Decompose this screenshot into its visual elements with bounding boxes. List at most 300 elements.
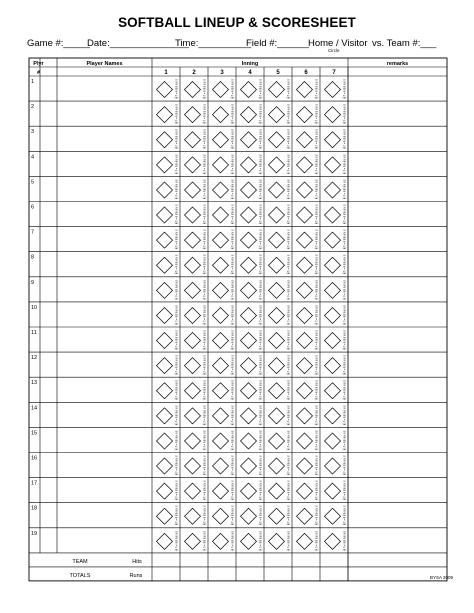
base-diamond[interactable] (157, 433, 173, 449)
play-code-label: SAC (258, 223, 263, 225)
play-code-label: 2B (343, 332, 346, 335)
base-diamond[interactable] (325, 282, 341, 298)
play-code-label: 1B (231, 380, 234, 383)
base-diamond[interactable] (213, 533, 229, 549)
play-code-label: HR (175, 462, 178, 465)
base-diamond[interactable] (269, 82, 285, 98)
play-code-label: FC (287, 547, 290, 550)
base-diamond[interactable] (269, 333, 285, 349)
base-diamond[interactable] (297, 433, 313, 449)
play-code-label: SAC (342, 223, 347, 225)
base-diamond[interactable] (241, 257, 257, 273)
base-diamond[interactable] (325, 157, 341, 173)
totals-label: TOTALS (69, 572, 91, 579)
home-visitor-label[interactable]: Home / Visitor (308, 38, 368, 49)
base-diamond[interactable] (213, 157, 229, 173)
play-code-label: 2B (259, 207, 262, 210)
play-code-label: FC (287, 371, 290, 374)
play-code-label: 1B (231, 405, 234, 408)
base-diamond[interactable] (213, 107, 229, 123)
base-diamond[interactable] (297, 533, 313, 549)
play-code-label: BB (343, 515, 346, 518)
play-code-label: 1B (259, 330, 262, 333)
base-diamond[interactable] (269, 307, 285, 323)
play-code-label: FC (203, 396, 206, 399)
play-code-label: E (287, 519, 290, 522)
play-code-label: HR (287, 538, 290, 541)
play-code-label: 2B (231, 433, 234, 436)
play-code-label: 1B (315, 179, 318, 182)
base-diamond[interactable] (213, 433, 229, 449)
play-code-label: 2B (343, 106, 346, 109)
base-diamond[interactable] (213, 257, 229, 273)
vs-team-field[interactable]: vs. Team #:___ (372, 38, 437, 49)
play-code-label: 2B (231, 106, 234, 109)
base-diamond[interactable] (213, 358, 229, 374)
play-code-label: 3B (203, 134, 206, 137)
time-field[interactable]: Time:__________ (175, 38, 252, 49)
play-code-label: BB (287, 490, 290, 493)
play-code-label: E (315, 369, 318, 372)
base-diamond[interactable] (269, 257, 285, 273)
play-code-label: 1B (343, 230, 346, 233)
play-code-label: 2B (315, 357, 318, 360)
base-diamond[interactable] (157, 232, 173, 248)
base-diamond[interactable] (297, 257, 313, 273)
play-code-label: HR (259, 86, 262, 89)
play-code-label: SAC (258, 423, 263, 426)
base-diamond[interactable] (325, 383, 341, 399)
play-code-label: HP (259, 291, 262, 294)
play-code-label: FC (315, 170, 318, 173)
base-diamond[interactable] (325, 533, 341, 549)
base-diamond[interactable] (157, 257, 173, 273)
play-code-label: E (259, 544, 262, 547)
base-diamond[interactable] (241, 82, 257, 98)
base-diamond[interactable] (325, 107, 341, 123)
base-diamond[interactable] (325, 132, 341, 148)
base-diamond[interactable] (213, 307, 229, 323)
base-diamond[interactable] (241, 408, 257, 424)
base-diamond[interactable] (185, 157, 201, 173)
play-code-label: 2B (343, 157, 346, 160)
base-diamond[interactable] (269, 182, 285, 198)
base-diamond[interactable] (325, 307, 341, 323)
play-code-label: HR (315, 312, 318, 315)
base-diamond[interactable] (297, 458, 313, 474)
play-code-label: SAC (202, 474, 207, 476)
play-code-label: 2B (231, 408, 234, 411)
play-code-label: HP (343, 115, 346, 118)
base-diamond[interactable] (297, 307, 313, 323)
play-code-label: FC (231, 95, 234, 98)
base-diamond[interactable] (157, 157, 173, 173)
play-code-label: 3B (259, 134, 262, 137)
play-code-label: HR (259, 236, 262, 239)
base-diamond[interactable] (297, 383, 313, 399)
play-code-label: E (203, 469, 206, 472)
base-diamond[interactable] (157, 508, 173, 524)
base-diamond[interactable] (325, 82, 341, 98)
play-code-label: E (287, 118, 290, 121)
play-code-label: BB (175, 364, 178, 367)
base-diamond[interactable] (269, 508, 285, 524)
base-diamond[interactable] (213, 483, 229, 499)
play-code-label: SAC (174, 197, 179, 200)
play-code-label: FC (315, 145, 318, 148)
play-code-label: E (343, 369, 346, 372)
play-code-label: SAC (230, 147, 235, 150)
base-diamond[interactable] (157, 182, 173, 198)
base-diamond[interactable] (325, 408, 341, 424)
play-code-label: 3B (259, 385, 262, 388)
play-code-label: HR (343, 512, 346, 515)
base-diamond[interactable] (157, 132, 173, 148)
play-code-label: FC (203, 220, 206, 223)
base-diamond[interactable] (269, 383, 285, 399)
base-diamond[interactable] (185, 483, 201, 499)
base-diamond[interactable] (185, 207, 201, 223)
base-diamond[interactable] (325, 232, 341, 248)
base-diamond[interactable] (297, 408, 313, 424)
play-code-label: 3B (259, 259, 262, 262)
base-diamond[interactable] (269, 458, 285, 474)
play-code-label: SAC (314, 373, 319, 376)
play-code-label: E (259, 419, 262, 422)
base-diamond[interactable] (157, 383, 173, 399)
base-diamond[interactable] (157, 358, 173, 374)
base-diamond[interactable] (185, 533, 201, 549)
play-code-label: HP (231, 492, 234, 495)
field-number-field[interactable]: Field #:______ (246, 38, 309, 49)
base-diamond[interactable] (185, 358, 201, 374)
play-code-label: HP (231, 517, 234, 520)
play-code-label: SAC (286, 97, 291, 100)
play-code-label: 1B (231, 255, 234, 258)
row-number-9: 9 (31, 279, 35, 286)
base-diamond[interactable] (297, 508, 313, 524)
play-code-label: FC (231, 195, 234, 198)
base-diamond[interactable] (241, 458, 257, 474)
play-code-label: HP (203, 291, 206, 294)
base-diamond[interactable] (241, 132, 257, 148)
play-code-label: FC (231, 346, 234, 349)
play-code-label: SAC (314, 348, 319, 351)
base-diamond[interactable] (213, 82, 229, 98)
base-diamond[interactable] (297, 182, 313, 198)
base-diamond[interactable] (157, 107, 173, 123)
play-code-label: E (259, 218, 262, 221)
base-diamond[interactable] (185, 282, 201, 298)
play-code-label: 3B (343, 485, 346, 488)
base-diamond[interactable] (157, 82, 173, 98)
base-diamond[interactable] (269, 132, 285, 148)
play-code-label: HR (175, 437, 178, 440)
play-code-label: HP (287, 442, 290, 445)
play-code-label: 3B (343, 234, 346, 237)
play-code-label: BB (315, 439, 318, 442)
play-code-label: HR (343, 86, 346, 89)
play-code-label: E (315, 494, 318, 497)
play-code-label: HR (343, 462, 346, 465)
play-code-label: 3B (259, 209, 262, 212)
base-diamond[interactable] (241, 383, 257, 399)
base-diamond[interactable] (297, 483, 313, 499)
play-code-label: FC (287, 396, 290, 399)
play-code-label: BB (315, 163, 318, 166)
base-diamond[interactable] (269, 533, 285, 549)
base-diamond[interactable] (241, 282, 257, 298)
base-diamond[interactable] (269, 282, 285, 298)
base-diamond[interactable] (269, 107, 285, 123)
base-diamond[interactable] (185, 408, 201, 424)
base-diamond[interactable] (297, 282, 313, 298)
base-diamond[interactable] (213, 132, 229, 148)
base-diamond[interactable] (297, 132, 313, 148)
base-diamond[interactable] (213, 408, 229, 424)
base-diamond[interactable] (157, 307, 173, 323)
base-diamond[interactable] (297, 82, 313, 98)
base-diamond[interactable] (325, 458, 341, 474)
play-code-label: 2B (231, 458, 234, 461)
play-code-label: BB (259, 339, 262, 342)
play-code-label: E (231, 218, 234, 221)
base-diamond[interactable] (157, 533, 173, 549)
play-code-label: SAC (314, 474, 319, 476)
play-code-label: HP (259, 391, 262, 394)
base-diamond[interactable] (213, 333, 229, 349)
play-code-label: BB (203, 414, 206, 417)
base-diamond[interactable] (269, 232, 285, 248)
play-code-label: SAC (314, 248, 319, 251)
base-diamond[interactable] (241, 483, 257, 499)
base-diamond[interactable] (185, 232, 201, 248)
play-code-label: SAC (202, 197, 207, 200)
play-code-label: 2B (175, 357, 178, 360)
play-code-label: FC (287, 195, 290, 198)
base-diamond[interactable] (185, 433, 201, 449)
play-code-label: FC (259, 296, 262, 299)
play-code-label: 2B (203, 508, 206, 511)
base-diamond[interactable] (185, 182, 201, 198)
play-code-label: E (315, 394, 318, 397)
play-code-label: 2B (175, 332, 178, 335)
remarks-header: remarks (386, 61, 409, 67)
base-diamond[interactable] (241, 232, 257, 248)
base-diamond[interactable] (157, 282, 173, 298)
play-code-label: SAC (202, 172, 207, 175)
play-code-label: E (203, 93, 206, 95)
base-diamond[interactable] (269, 408, 285, 424)
base-diamond[interactable] (241, 307, 257, 323)
base-diamond[interactable] (325, 333, 341, 349)
base-diamond[interactable] (297, 107, 313, 123)
play-code-label: BB (203, 113, 206, 116)
base-diamond[interactable] (241, 508, 257, 524)
base-diamond[interactable] (241, 433, 257, 449)
base-diamond[interactable] (185, 333, 201, 349)
base-diamond[interactable] (297, 157, 313, 173)
base-diamond[interactable] (325, 508, 341, 524)
play-code-label: HP (287, 542, 290, 545)
play-code-label: E (343, 519, 346, 522)
play-code-label: 3B (203, 159, 206, 162)
play-code-label: FC (259, 446, 262, 449)
inning-number-5: 5 (276, 70, 280, 76)
base-diamond[interactable] (297, 333, 313, 349)
play-code-label: HR (203, 111, 206, 114)
base-diamond[interactable] (241, 182, 257, 198)
base-diamond[interactable] (297, 358, 313, 374)
play-code-label: 2B (203, 207, 206, 210)
play-code-label: 3B (343, 184, 346, 187)
base-diamond[interactable] (325, 358, 341, 374)
base-diamond[interactable] (157, 333, 173, 349)
base-diamond[interactable] (213, 508, 229, 524)
play-code-label: HR (343, 538, 346, 541)
base-diamond[interactable] (213, 383, 229, 399)
play-code-label: 3B (175, 485, 178, 488)
play-code-label: E (287, 193, 290, 196)
play-code-label: SAC (258, 147, 263, 150)
play-code-label: HP (343, 316, 346, 319)
play-code-label: SAC (342, 197, 347, 200)
play-code-label: HR (343, 211, 346, 214)
base-diamond[interactable] (269, 483, 285, 499)
play-code-label: 2B (231, 382, 234, 385)
base-diamond[interactable] (185, 383, 201, 399)
play-code-label: 3B (231, 134, 234, 137)
play-code-label: SAC (258, 474, 263, 476)
play-code-label: 3B (343, 460, 346, 463)
play-code-label: 1B (175, 230, 178, 233)
play-code-label: 2B (259, 257, 262, 260)
play-code-label: BB (175, 339, 178, 342)
play-code-label: 1B (175, 481, 178, 484)
base-diamond[interactable] (325, 182, 341, 198)
base-diamond[interactable] (157, 207, 173, 223)
base-diamond[interactable] (269, 207, 285, 223)
base-diamond[interactable] (325, 207, 341, 223)
play-code-label: BB (315, 239, 318, 242)
play-code-label: 2B (175, 458, 178, 461)
play-code-label: SAC (258, 323, 263, 326)
play-code-label: FC (343, 446, 346, 449)
play-code-label: E (287, 318, 290, 321)
play-code-label: 1B (203, 104, 206, 107)
play-code-label: 3B (343, 109, 346, 112)
play-code-label: HP (203, 266, 206, 269)
play-code-label: E (259, 243, 262, 246)
play-code-label: SAC (174, 448, 179, 451)
base-diamond[interactable] (325, 257, 341, 273)
base-diamond[interactable] (325, 433, 341, 449)
base-diamond[interactable] (213, 182, 229, 198)
play-code-label: E (287, 469, 290, 472)
play-code-label: 2B (287, 433, 290, 436)
play-code-label: HP (259, 542, 262, 545)
base-diamond[interactable] (269, 157, 285, 173)
play-code-label: FC (231, 120, 234, 123)
play-code-label: SAC (230, 323, 235, 326)
play-code-label: 1B (259, 79, 262, 82)
play-code-label: HP (259, 341, 262, 344)
base-diamond[interactable] (297, 232, 313, 248)
base-diamond[interactable] (157, 483, 173, 499)
base-diamond[interactable] (297, 207, 313, 223)
date-field[interactable]: Date:_______________ (87, 38, 189, 49)
base-diamond[interactable] (213, 458, 229, 474)
base-diamond[interactable] (241, 533, 257, 549)
base-diamond[interactable] (241, 107, 257, 123)
base-diamond[interactable] (157, 458, 173, 474)
base-diamond[interactable] (213, 282, 229, 298)
play-code-label: 1B (175, 79, 178, 82)
base-diamond[interactable] (269, 358, 285, 374)
play-code-label: FC (315, 220, 318, 223)
play-code-label: 3B (175, 159, 178, 162)
play-code-label: 2B (175, 157, 178, 160)
play-code-label: HR (287, 287, 290, 290)
play-code-label: BB (287, 88, 290, 91)
play-code-label: HP (343, 90, 346, 93)
play-code-label: HR (343, 287, 346, 290)
base-diamond[interactable] (157, 408, 173, 424)
play-code-label: FC (175, 145, 178, 148)
play-code-label: HR (315, 487, 318, 490)
inning-number-3: 3 (220, 70, 224, 76)
play-code-label: 3B (203, 209, 206, 212)
play-code-label: SAC (258, 97, 263, 100)
play-code-label: HR (203, 462, 206, 465)
base-diamond[interactable] (241, 358, 257, 374)
play-code-label: HR (343, 161, 346, 164)
play-code-label: 2B (315, 232, 318, 235)
play-code-label: FC (259, 220, 262, 223)
play-code-label: E (343, 494, 346, 497)
base-diamond[interactable] (241, 207, 257, 223)
play-code-label: BB (203, 389, 206, 392)
game-number-field[interactable]: Game #:_____ (27, 38, 90, 49)
play-code-label: FC (203, 120, 206, 123)
play-code-label: 3B (175, 460, 178, 463)
play-code-label: SAC (174, 248, 179, 251)
base-diamond[interactable] (185, 458, 201, 474)
play-code-label: 2B (175, 282, 178, 285)
base-diamond[interactable] (185, 132, 201, 148)
base-diamond[interactable] (213, 232, 229, 248)
play-code-label: 3B (315, 335, 318, 337)
base-diamond[interactable] (325, 483, 341, 499)
base-diamond[interactable] (185, 508, 201, 524)
play-code-label: BB (203, 88, 206, 91)
play-code-label: E (203, 494, 206, 497)
base-diamond[interactable] (185, 257, 201, 273)
play-code-label: FC (287, 95, 290, 98)
play-code-label: HR (231, 412, 234, 415)
base-diamond[interactable] (185, 107, 201, 123)
base-diamond[interactable] (213, 207, 229, 223)
base-diamond[interactable] (241, 333, 257, 349)
play-code-label: HR (343, 111, 346, 114)
base-diamond[interactable] (241, 157, 257, 173)
base-diamond[interactable] (185, 307, 201, 323)
play-code-label: 2B (287, 81, 290, 84)
base-diamond[interactable] (269, 433, 285, 449)
base-diamond[interactable] (185, 82, 201, 98)
play-code-label: FC (287, 446, 290, 449)
play-code-label: BB (287, 163, 290, 166)
